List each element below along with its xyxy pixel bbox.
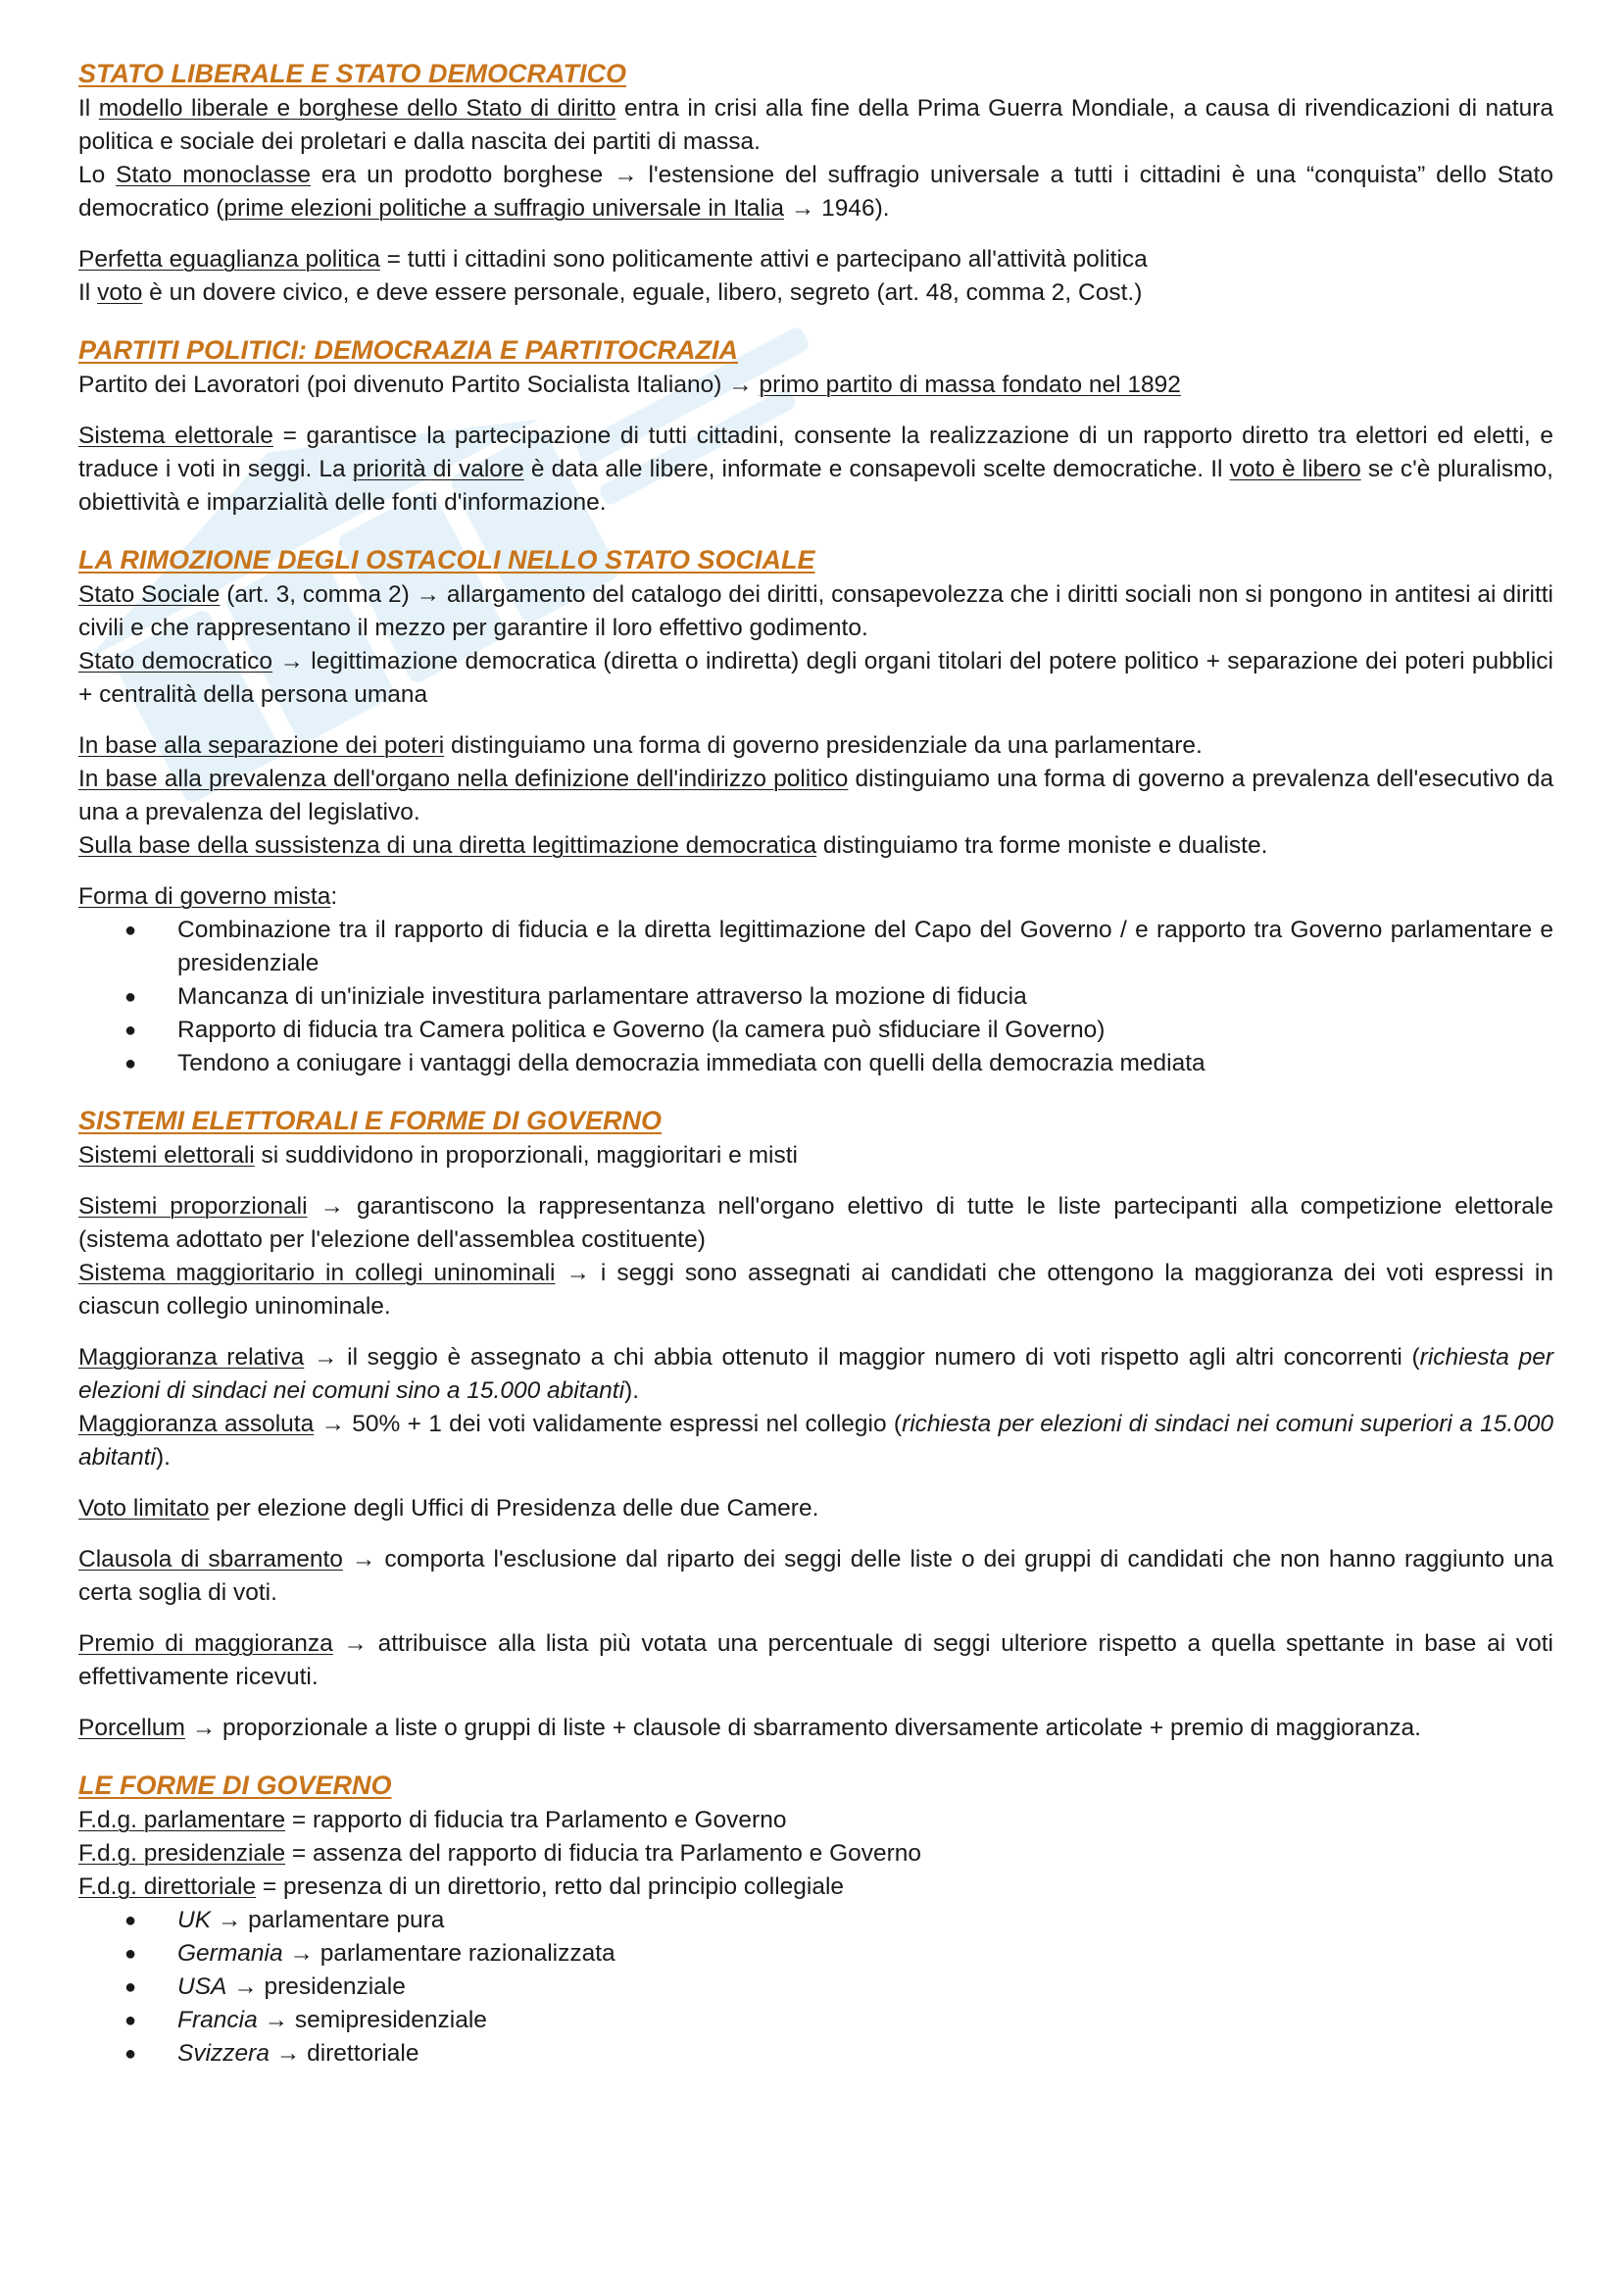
paragraph: Il modello liberale e borghese dello Stato di diritto entra in crisi alla fine della Prima Guerra Mondiale, a causa di rivendicazioni di natura politica e sociale dei proletari e dalla nascita dei partiti di massa. [78,95,1553,155]
list-item: ● USA → presidenziale [78,1971,1553,2004]
list-item: ● UK → parlamentare pura [78,1904,1553,1937]
paragraph: Partito dei Lavoratori (poi divenuto Partito Socialista Italiano) → primo partito di massa fondato nel 1892 [78,372,1181,398]
paragraph: Lo Stato monoclasse era un prodotto borghese → l'estensione del suffragio universale a tutti i cittadini è una “conquista” dello Stato democratico (prime elezioni politiche a suffragio universale in Italia → 1946). [78,162,1553,222]
paragraph: Premio di maggioranza → attribuisce alla lista più votata una percentuale di seggi ulteriore rispetto a quella spettante in base ai voti effettivamente ricevuti. [78,1630,1553,1690]
list-item: ● Tendono a coniugare i vantaggi della democrazia immediata con quelli della democrazia mediata [78,1047,1553,1080]
paragraph: F.d.g. parlamentare = rapporto di fiducia tra Parlamento e Governo [78,1807,787,1833]
paragraph: Stato democratico → legittimazione democratica (diretta o indiretta) degli organi titolari del potere politico + separazione dei poteri pubblici + centralità della persona umana [78,648,1553,708]
bullet-list-forma-mista [78,914,1553,1080]
paragraph: Clausola di sbarramento → comporta l'esclusione dal riparto dei seggi delle liste o dei gruppi di candidati che non hanno raggiunto una certa soglia di voti. [78,1546,1553,1606]
paragraph: Stato Sociale (art. 3, comma 2) → allargamento del catalogo dei diritti, consapevolezza che i diritti sociali non si pongono in antitesi ai diritti civili e che rappresentano il mezzo per garantire il loro effettivo godimento. [78,581,1554,641]
paragraph: Porcellum → proporzionale a liste o gruppi di liste + clausole di sbarramento diversamente articolate + premio di maggioranza. [78,1715,1421,1741]
paragraph: Sulla base della sussistenza di una diretta legittimazione democratica distinguiamo tra forme moniste e dualiste. [78,832,1268,859]
paragraph: Maggioranza relativa → il seggio è assegnato a chi abbia ottenuto il maggior numero di voti rispetto agli altri concorrenti (richiesta per elezioni di sindaci nei comuni sino a 15.000 abitanti). [78,1344,1553,1404]
section-title-sistemi-elettorali: SISTEMI ELETTORALI E FORME DI GOVERNO [78,1106,663,1135]
list-item: ● Francia → semipresidenziale [78,2004,1553,2037]
paragraph: Voto limitato per elezione degli Uffici di Presidenza delle due Camere. [78,1495,819,1522]
paragraph: F.d.g. direttoriale = presenza di un direttorio, retto dal principio collegiale [78,1873,845,1900]
paragraph: Sistema maggioritario in collegi uninominali → i seggi sono assegnati ai candidati che ottengono la maggioranza dei voti espressi in ciascun collegio uninominale. [78,1260,1553,1320]
paragraph: In base alla prevalenza dell'organo nella definizione dell'indirizzo politico distinguiamo una forma di governo a prevalenza dell'esecutivo da una a prevalenza del legislativo. [78,766,1553,825]
list-item: ● Combinazione tra il rapporto di fiducia e la diretta legittimazione del Capo del Governo / e rapporto tra Governo parlamentare e presidenziale [78,914,1553,980]
list-item: ● Svizzera → direttoriale [78,2037,1553,2071]
paragraph: Sistemi proporzionali → garantiscono la rappresentanza nell'organo elettivo di tutte le liste partecipanti alla competizione elettorale (sistema adottato per l'elezione dell'assemblea costituente) [78,1193,1553,1253]
paragraph: Sistema elettorale = garantisce la partecipazione di tutti cittadini, consente la realizzazione di un rapporto diretto tra elettori ed eletti, e traduce i voti in seggi. La priorità di valore è data alle libere, informate e consapevoli scelte democratiche. Il voto è libero se c'è pluralismo, obiettività e imparzialità delle fonti d'informazione. [78,423,1553,516]
section-title-forme-di-governo: LE FORME DI GOVERNO [78,1771,392,1800]
section-title-rimozione-ostacoli: LA RIMOZIONE DEGLI OSTACOLI NELLO STATO SOCIALE [78,545,815,574]
paragraph: Sistemi elettorali si suddividono in proporzionali, maggioritari e misti [78,1142,798,1169]
bullet-list-countries [78,1904,1553,2071]
paragraph: Il voto è un dovere civico, e deve essere personale, eguale, libero, segreto (art. 48, comma 2, Cost.) [78,279,1143,306]
document-page [78,55,1553,2071]
paragraph: Forma di governo mista: [78,883,338,910]
list-item: ● Mancanza di un'iniziale investitura parlamentare attraverso la mozione di fiducia [78,980,1553,1014]
section-title-partiti-politici: PARTITI POLITICI: DEMOCRAZIA E PARTITOCRAZIA [78,335,738,365]
paragraph: Maggioranza assoluta → 50% + 1 dei voti validamente espressi nel collegio (richiesta per elezioni di sindaci nei comuni superiori a 15.000 abitanti). [78,1411,1554,1471]
section-title-stato-liberale: STATO LIBERALE E STATO DEMOCRATICO [78,59,626,88]
paragraph: In base alla separazione dei poteri distinguiamo una forma di governo presidenziale da una parlamentare. [78,732,1203,759]
paragraph: Perfetta eguaglianza politica = tutti i cittadini sono politicamente attivi e partecipano all'attività politica [78,246,1148,273]
list-item: ● Rapporto di fiducia tra Camera politica e Governo (la camera può sfiduciare il Governo) [78,1014,1553,1047]
paragraph: F.d.g. presidenziale = assenza del rapporto di fiducia tra Parlamento e Governo [78,1840,922,1867]
list-item: ● Germania → parlamentare razionalizzata [78,1937,1553,1971]
